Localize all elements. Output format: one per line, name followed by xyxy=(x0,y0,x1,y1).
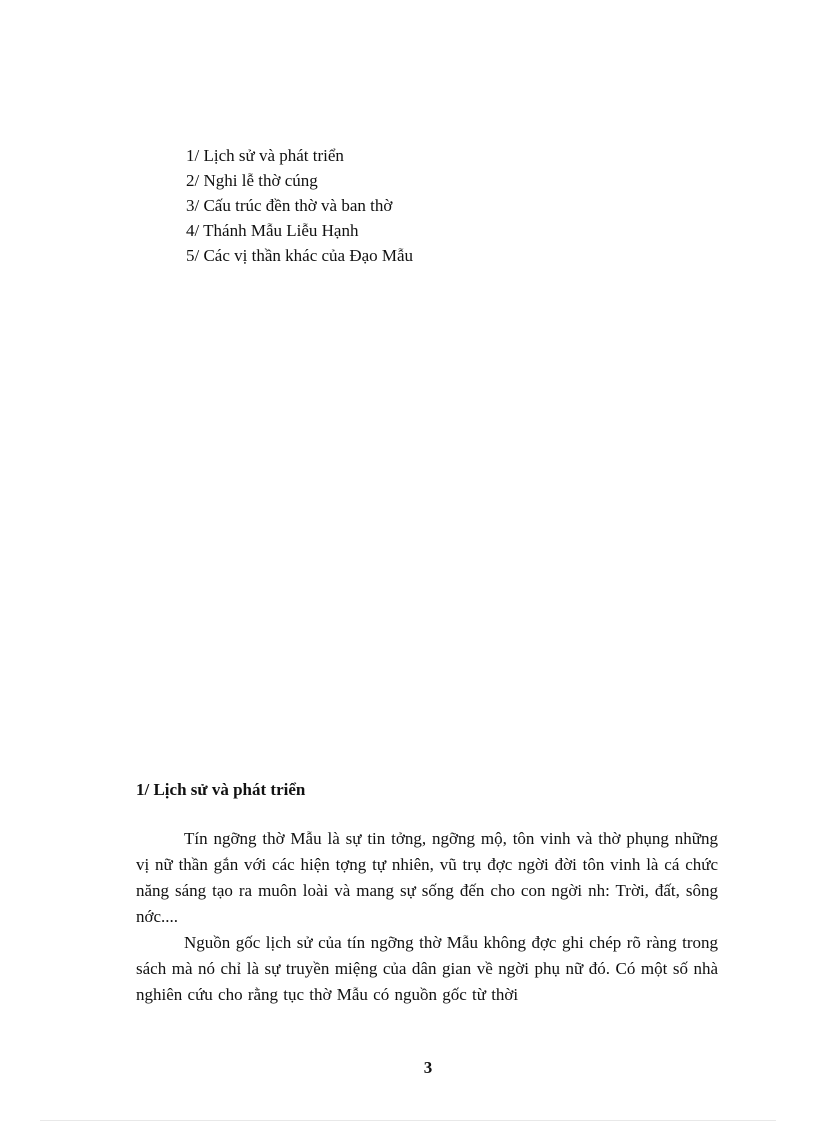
page-number: 3 xyxy=(423,1058,433,1077)
body-paragraph: Nguồn gốc lịch sử của tín ngỡng thờ Mẫu không đợc ghi chép rõ ràng trong sách mà nó chỉ là sự truyền miệng của dân gian về ngời phụ nữ đó. Có một số nhà nghiên cứu cho rằng tục thờ Mẫu có nguồn gốc từ thời xyxy=(136,933,718,1004)
toc-item: 1/ Lịch sử và phát triển xyxy=(186,146,344,165)
toc-item: 2/ Nghi lễ thờ cúng xyxy=(186,171,318,190)
toc-item: 4/ Thánh Mẫu Liễu Hạnh xyxy=(186,221,359,240)
toc-item: 5/ Các vị thần khác của Đạo Mẫu xyxy=(186,246,414,265)
table-of-contents xyxy=(186,143,413,268)
body-paragraph: Tín ngỡng thờ Mẫu là sự tin tởng, ngỡng mộ, tôn vinh và thờ phụng những vị nữ thần gắn với các hiện tợng tự nhiên, vũ trụ đợc ngời đời tôn vinh là cá chức năng sáng tạo ra muôn loài và mang sự sống đến cho con ngời nh: Trời, đất, sông nớc.... xyxy=(136,829,718,926)
page-bottom-divider xyxy=(40,1120,776,1121)
toc-item: 3/ Cấu trúc đền thờ và ban thờ xyxy=(186,196,393,215)
section-heading: 1/ Lịch sử và phát triển xyxy=(136,780,306,799)
section-body xyxy=(136,826,718,1008)
